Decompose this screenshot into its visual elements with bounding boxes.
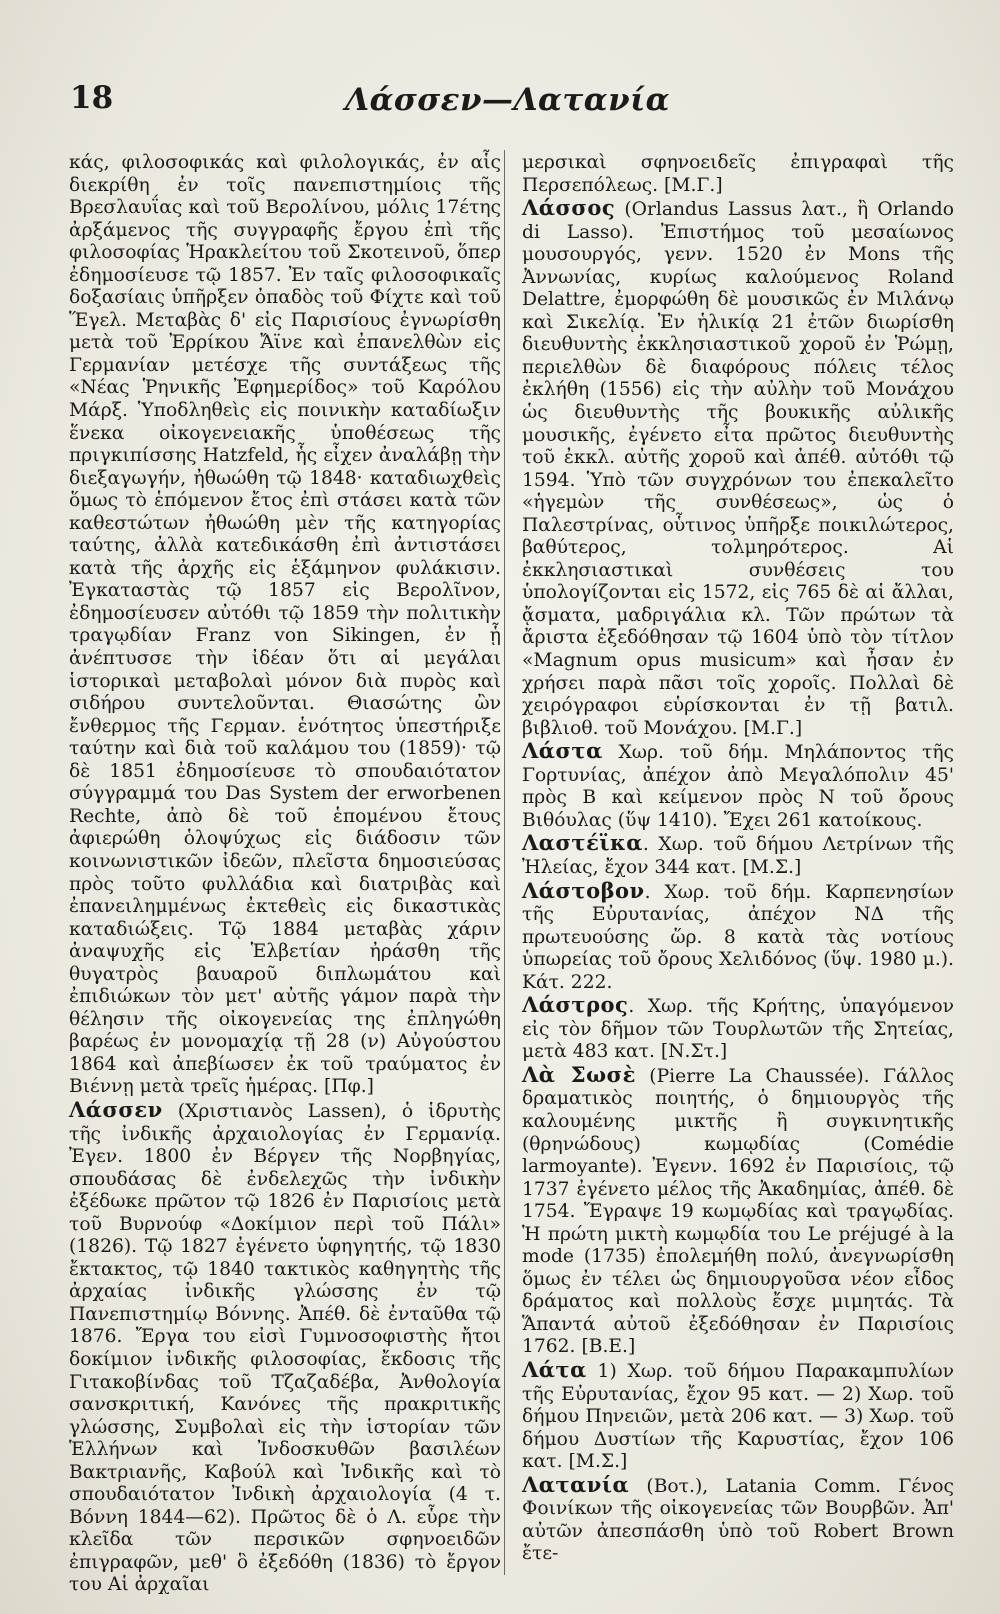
column-divider	[504, 150, 505, 1575]
page-header	[70, 80, 945, 128]
headword: Λατανία	[522, 1471, 630, 1497]
entry	[522, 1471, 954, 1566]
entry	[522, 740, 954, 832]
entry	[522, 1356, 954, 1474]
entry-text: . Χωρ. τοῦ δήμ. Καρπενησίων τῆς Εὐρυτανίας, ἀπέχον ΝΔ τῆς πρωτευούσης ὥρ. 8 κατὰ τὰς νοτίους ὑπωρείας τοῦ ὄρους Χελιδόνος (ὕψ. 1980 μ.). Κάτ. 222.	[522, 881, 954, 993]
entry-text: . Χωρ. τοῦ δήμου Λετρίνων τῆς Ἠλείας, ἔχον 344 κατ. [Μ.Σ.]	[522, 834, 954, 878]
entry-text: (Orlandus Lassus λατ., ἢ Orlando di Lasso). Ἐπιστήμος τοῦ μεσαίωνος μουσουργός, γενν. 1520 ἐν Mons τῆς Ἀννωνίας, κυρίως καλούμενος Roland Delattre, ἐμορφώθη δὲ μουσικῶς ἐν Μιλάνῳ καὶ Σικελίᾳ. Ἐν ἡλικίᾳ 21 ἐτῶν διωρίσθη διευθυντὴς ἐκκλησιαστικοῦ χοροῦ ἐν Ῥώμῃ, περιελθὼν δὲ διαφόρους πόλεις τέλος ἐκλήθη (1556) εἰς τὴν αὐλὴν τοῦ Μονάχου ὡς διευθυντὴς τῆς βουκικῆς αὐλικῆς μουσικῆς, ἐγένετο εἶτα πρῶτος διευθυντὴς τοῦ ἐκκλ. αὐτῆς χοροῦ καὶ ἀπέθ. αὐτόθι τῷ 1594. Ὑπὸ τῶν συγχρόνων του ἐπεκαλεῖτο «ἡγεμὼν τῆς συνθέσεως», ὡς ὁ Παλεστρίνας, οὗτινος ὑπῆρξε ποικιλώτερος, βαθύτερος, τολμηρότερος. Αἱ ἐκκλησιαστικαὶ συνθέσεις του ὑπολογίζονται εἰς 1572, εἰς 765 δὲ αἱ ἄλλαι, ᾄσματα, μαδριγάλια κλ. Τῶν πρώτων τὰ ἄριστα ἐξεδόθησαν τῷ 1604 ὑπὸ τὸν τίτλον «Magnum opus musicum» καὶ ἦσαν ἐν χρήσει παρὰ πᾶσι τοῖς χοροῖς. Πολλαὶ δὲ χειρόγραφοι εὑρίσκονται ἐν τῇ βατιλ. βιβλιοθ. τοῦ Μονάχου. [Μ.Γ.]	[522, 199, 954, 739]
headword: Λάστα	[522, 738, 603, 764]
entry	[522, 994, 954, 1064]
headword: Λὰ Σωσὲ	[522, 1061, 636, 1087]
running-head: Λάσσεν—Λατανία	[345, 82, 670, 118]
entry	[69, 150, 501, 1099]
headword: Λάσσεν	[69, 1096, 163, 1122]
page-number: 18	[70, 80, 114, 116]
entry-text: (Χριστιανὸς Lassen), ὁ ἱδρυτὴς τῆς ἰνδικῆς ἀρχαιολογίας ἐν Γερμανίᾳ. Ἐγεν. 1800 ἐν Βέργεν τῆς Νορβηγίας, σπουδάσας δὲ ἐνδελεχῶς τὴν ἰνδικὴν ἐξέδωκε πρῶτον τῷ 1826 ἐν Παρισίοις μετὰ τοῦ Βυρνούφ «Δοκίμιον περὶ τοῦ Πάλι» (1826). Τῷ 1827 ἐγένετο ὑφηγητής, τῷ 1830 ἔκτακτος, τῷ 1840 τακτικὸς καθηγητὴς τῆς ἀρχαίας ἰνδικῆς γλώσσης ἐν τῷ Πανεπιστημίῳ Βόννης. Ἀπέθ. δὲ ἐνταῦθα τῷ 1876. Ἔργα του εἰσὶ Γυμνοσοφιστὴς ἤτοι δοκίμιον ἰνδικῆς φιλοσοφίας, ἔκδοσις τῆς Γιτακοβίνδας τοῦ Τζαζαδέβα, Ἀνθολογία σανσκριτική, Κανόνες τῆς πρακριτικῆς γλώσσης, Συμβολαὶ εἰς τὴν ἱστορίαν τῶν Ἑλλήνων καὶ Ἰνδοσκυθῶν βασιλέων Βακτριανῆς, Καβούλ καὶ Ἰνδικῆς καὶ τὸ σπουδαιότατον Ἰνδικὴ ἀρχαιολογία (4 τ. Βόννη 1844—62). Πρῶτος δὲ ὁ Λ. εὗρε τὴν κλεῖδα τῶν περσικῶν σφηνοειδῶν ἐπιγραφῶν, μεθ' ὃ ἐξεδόθη (1836) τὸ ἔργον του Αἱ ἀρχαῖαι	[69, 1100, 501, 1596]
headword: Λάσσος	[522, 195, 616, 221]
headword: Λαστέϊκα	[522, 830, 643, 856]
right-column	[522, 150, 954, 1566]
entry-text: (Pierre La Chaussée). Γάλλος δραματικὸς ποιητής, ὁ δημιουργὸς τῆς καλουμένης μικτῆς ἢ συγκινητικῆς (θρηνώδους) κωμῳδίας (Comédie larmoyante). Ἐγενν. 1692 ἐν Παρισίοις, τῷ 1737 ἐγένετο μέλος τῆς Ἀκαδημίας, ἀπέθ. δὲ 1754. Ἔγραψε 19 κωμῳδίας καὶ τραγῳδίας. Ἡ πρώτη μικτὴ κωμῳδία του Le préjugé à la mode (1735) ἐπολεμήθη πολύ, ἀνεγνωρίσθη ὅμως ἐν τέλει ὡς δημιουργοῦσα νέον εἶδος δράματος καὶ πολλοὺς ἔσχε μιμητάς. Τὰ Ἅπαντά αὐτοῦ ἐξεδόθησαν ἐν Παρισίοις 1762. [Β.Ε.]	[522, 1065, 955, 1358]
entry-text: μερσικαὶ σφηνοειδεῖς ἐπιγραφαὶ τῆς Περσεπόλεως. [Μ.Γ.]	[522, 152, 954, 196]
entry-text: . Χωρ. τῆς Κρήτης, ὑπαγόμενον εἰς τὸν δῆμον τῶν Τουρλωτῶν τῆς Σητείας, μετὰ 483 κατ. [Ν.Στ.]	[522, 996, 954, 1063]
entry	[522, 832, 954, 879]
left-column	[69, 150, 501, 1597]
entry	[522, 150, 954, 197]
entry	[522, 197, 954, 740]
entry-text: Χωρ. τοῦ δήμ. Μηλάποντος τῆς Γορτυνίας, ἀπέχον ἀπὸ Μεγαλόπολιν 45' πρὸς Β καὶ κείμενον πρὸς Ν τοῦ ὄρους Βιθόυλας (ὕψ 1410). Ἔχει 261 κατοίκους.	[522, 742, 954, 831]
entry-text: κάς, φιλοσοφικάς καὶ φιλολογικάς, ἐν αἷς διεκρίθη ἐν τοῖς πανεπιστημίοις τῆς Βρεσλαυΐας καὶ τοῦ Βερολίνου, μόλις 17έτης ἀρξάμενος τῆς συγγραφῆς ἔργου ἐπὶ τῆς φιλοσοφίας Ἡρακλείτου τοῦ Σκοτεινοῦ, ὅπερ ἐδημοσίευσε τῷ 1857. Ἐν ταῖς φιλοσοφικαῖς δοξασίαις ὑπῆρξεν ὀπαδὸς τοῦ Φίχτε καὶ τοῦ Ἕγελ. Μεταβὰς δ' εἰς Παρισίους ἐγνωρίσθη μετὰ τοῦ Ἐρρίκου Ἄϊνε καὶ ἐπανελθὼν εἰς Γερμανίαν μετέσχε τῆς συντάξεως τῆς «Νέας Ῥηνικῆς Ἐφημερίδος» τοῦ Καρόλου Μάρξ. Ὑποδληθεὶς εἰς ποινικὴν καταδίωξιν ἕνεκα οἰκογενειακῆς ὑποθέσεως τῆς πριγκιπίσσης Hatzfeld, ἧς εἶχεν ἀναλάβῃ τὴν διεξαγωγήν, ἠθωώθη τῷ 1848· καταδιωχθεὶς ὅμως τὸ ἑπόμενον ἔτος ἐπὶ στάσει κατὰ τῶν καθεστώτων ἠθωώθη μὲν τῆς κατηγορίας ταύτης, ἀλλὰ κατεδικάσθη ἐπὶ ἀντιστάσει κατὰ τῆς ἀρχῆς εἰς ἑξάμηνον φυλάκισιν. Ἐγκαταστὰς τῷ 1857 εἰς Βερολῖνον, ἐδημοσίευσεν αὐτόθι τῷ 1859 τὴν πολιτικὴν τραγῳδίαν Franz von Sikingen, ἐν ᾗ ἀνέπτυσσε τὴν ἰδέαν ὅτι αἱ μεγάλαι ἱστορικαὶ μεταβολαὶ μόνον διὰ πυρὸς καὶ σιδήρου συντελοῦνται. Θιασώτης ὢν ἔνθερμος τῆς Γερμαν. ἑνότητος ὑπεστήριξε ταύτην καὶ διὰ τοῦ καλάμου του (1859)· τῷ δὲ 1851 ἐδημοσίευσε τὸ σπουδαιότατον σύγγραμμά του Das System der erworbenen Rechte, ἀπὸ δὲ τοῦ ἑπομένου ἔτους ἀφιερώθη ὁλοψύχως εἰς διάδοσιν τῶν κοινωνιστικῶν ἰδεῶν, πλεῖστα δημοσιεύσας πρὸς τοῦτο φυλλάδια καὶ διατριβὰς καὶ ἐπανειλημμένως ἐκτεθεὶς εἰς δικαστικὰς καταδιώξεις. Τῷ 1884 μεταβὰς χάριν ἀναψυχῆς εἰς Ἑλβετίαν ἠράσθη τῆς θυγατρὸς βαυαροῦ διπλωμάτου καὶ ἐπιδιώκων τὸν μετ' αὐτῆς γάμον παρὰ τὴν θέλησιν τῆς οἰκογενείας της ἐπληγώθη βαρέως ἐν μονομαχίᾳ τῇ 28 (ν) Αὐγούστου 1864 καὶ ἀπεβίωσεν ἐκ τοῦ τραύματος ἐν Βιέννῃ μετὰ τρεῖς ἡμέρας. [Πφ.]	[69, 152, 501, 1098]
headword: Λάστοβον	[522, 877, 645, 903]
entry	[522, 1061, 955, 1359]
entry	[69, 1096, 501, 1597]
entry	[522, 877, 954, 995]
headword: Λάτα	[522, 1356, 587, 1382]
headword: Λάστρος	[522, 992, 629, 1018]
entry-text: (Βοτ.), Latania Comm. Γένος Φοινίκων τῆς οἰκογενείας τῶν Βουρβῶν. Ἀπ' αὐτῶν ἀπεσπάσθη ὑπὸ τοῦ Robert Brown ἔτε-	[522, 1475, 954, 1565]
entry-text: 1) Χωρ. τοῦ δήμου Παρακαμπυλίων τῆς Εὐρυτανίας, ἔχον 95 κατ. — 2) Χωρ. τοῦ δήμου Πηνειῶν, μετὰ 206 κατ. — 3) Χωρ. τοῦ δήμου Δυστίων τῆς Καρυστίας, ἔχον 106 κατ. [Μ.Σ.]	[522, 1360, 954, 1473]
